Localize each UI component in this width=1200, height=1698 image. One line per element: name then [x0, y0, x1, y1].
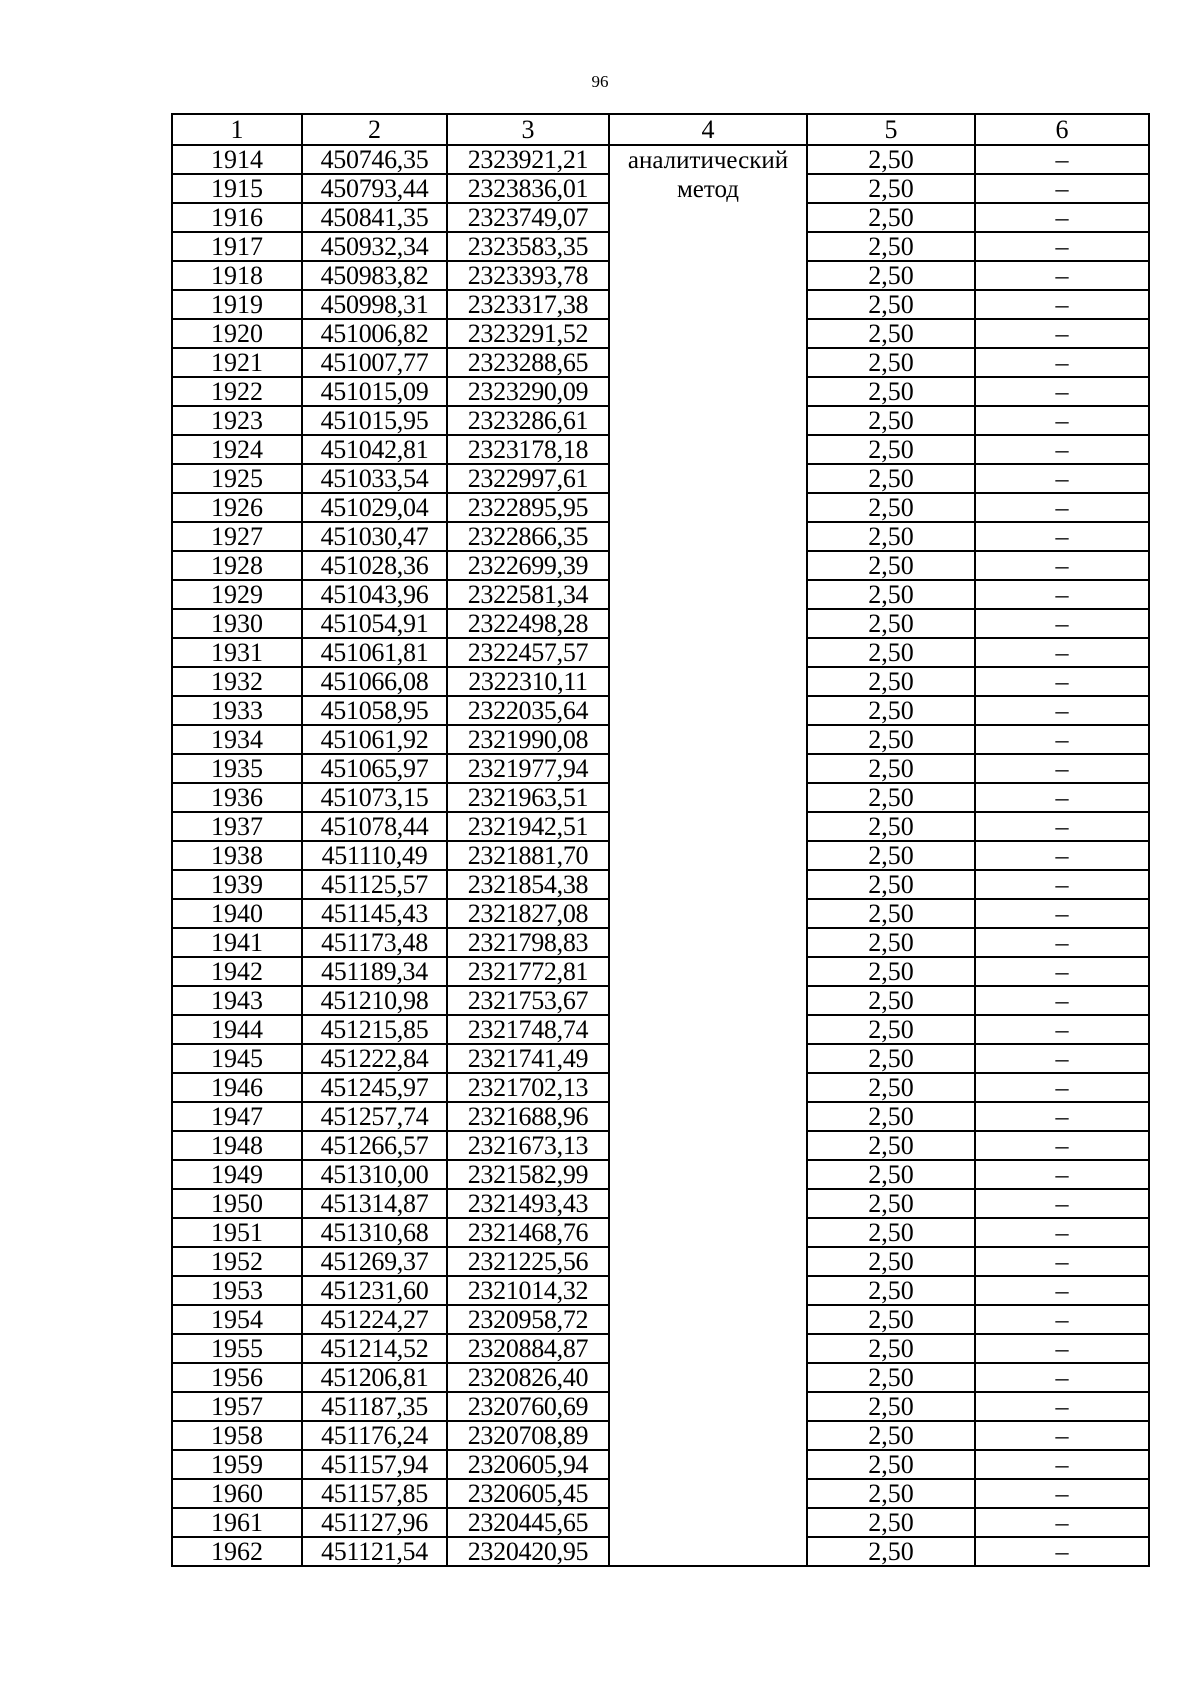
point-number-cell: 1958: [172, 1421, 302, 1450]
coordinates-table: [171, 113, 1150, 1567]
y-coordinate-cell: 2321753,67: [447, 986, 609, 1015]
x-coordinate-cell: 450841,35: [302, 203, 447, 232]
x-coordinate-cell: 450746,35: [302, 145, 447, 174]
y-coordinate-cell: 2321014,32: [447, 1276, 609, 1305]
error-value-cell: 2,50: [807, 290, 975, 319]
note-cell: –: [975, 1363, 1149, 1392]
header-cell-3: 3: [447, 114, 609, 145]
y-coordinate-cell: 2321942,51: [447, 812, 609, 841]
point-number-cell: 1952: [172, 1247, 302, 1276]
y-coordinate-cell: 2322310,11: [447, 667, 609, 696]
note-cell: –: [975, 1537, 1149, 1566]
y-coordinate-cell: 2322457,57: [447, 638, 609, 667]
y-coordinate-cell: 2320826,40: [447, 1363, 609, 1392]
point-number-cell: 1915: [172, 174, 302, 203]
point-number-cell: 1944: [172, 1015, 302, 1044]
note-cell: –: [975, 1044, 1149, 1073]
x-coordinate-cell: 451210,98: [302, 986, 447, 1015]
x-coordinate-cell: 451007,77: [302, 348, 447, 377]
x-coordinate-cell: 450998,31: [302, 290, 447, 319]
table-row: [172, 145, 1149, 174]
x-coordinate-cell: 451125,57: [302, 870, 447, 899]
error-value-cell: 2,50: [807, 754, 975, 783]
error-value-cell: 2,50: [807, 203, 975, 232]
error-value-cell: 2,50: [807, 609, 975, 638]
note-cell: –: [975, 174, 1149, 203]
note-cell: –: [975, 783, 1149, 812]
point-number-cell: 1927: [172, 522, 302, 551]
point-number-cell: 1935: [172, 754, 302, 783]
error-value-cell: 2,50: [807, 232, 975, 261]
point-number-cell: 1932: [172, 667, 302, 696]
error-value-cell: 2,50: [807, 1044, 975, 1073]
x-coordinate-cell: 451214,52: [302, 1334, 447, 1363]
error-value-cell: 2,50: [807, 667, 975, 696]
y-coordinate-cell: 2322699,39: [447, 551, 609, 580]
x-coordinate-cell: 451266,57: [302, 1131, 447, 1160]
note-cell: –: [975, 667, 1149, 696]
note-cell: –: [975, 232, 1149, 261]
x-coordinate-cell: 451245,97: [302, 1073, 447, 1102]
y-coordinate-cell: 2323291,52: [447, 319, 609, 348]
y-coordinate-cell: 2323317,38: [447, 290, 609, 319]
x-coordinate-cell: 451231,60: [302, 1276, 447, 1305]
note-cell: –: [975, 522, 1149, 551]
y-coordinate-cell: 2320958,72: [447, 1305, 609, 1334]
note-cell: –: [975, 1218, 1149, 1247]
header-cell-1: 1: [172, 114, 302, 145]
error-value-cell: 2,50: [807, 1189, 975, 1218]
note-cell: –: [975, 638, 1149, 667]
error-value-cell: 2,50: [807, 1160, 975, 1189]
table-header-row: [172, 114, 1149, 145]
error-value-cell: 2,50: [807, 725, 975, 754]
point-number-cell: 1920: [172, 319, 302, 348]
x-coordinate-cell: 450983,82: [302, 261, 447, 290]
note-cell: –: [975, 1160, 1149, 1189]
error-value-cell: 2,50: [807, 145, 975, 174]
table-body: [172, 145, 1149, 1566]
point-number-cell: 1921: [172, 348, 302, 377]
note-cell: –: [975, 290, 1149, 319]
note-cell: –: [975, 1189, 1149, 1218]
y-coordinate-cell: 2320445,65: [447, 1508, 609, 1537]
y-coordinate-cell: 2321854,38: [447, 870, 609, 899]
y-coordinate-cell: 2323286,61: [447, 406, 609, 435]
note-cell: –: [975, 1508, 1149, 1537]
x-coordinate-cell: 451189,34: [302, 957, 447, 986]
y-coordinate-cell: 2321963,51: [447, 783, 609, 812]
note-cell: –: [975, 377, 1149, 406]
y-coordinate-cell: 2321772,81: [447, 957, 609, 986]
y-coordinate-cell: 2321977,94: [447, 754, 609, 783]
x-coordinate-cell: 451224,27: [302, 1305, 447, 1334]
x-coordinate-cell: 450793,44: [302, 174, 447, 203]
point-number-cell: 1943: [172, 986, 302, 1015]
note-cell: –: [975, 435, 1149, 464]
x-coordinate-cell: 451173,48: [302, 928, 447, 957]
y-coordinate-cell: 2323583,35: [447, 232, 609, 261]
y-coordinate-cell: 2321673,13: [447, 1131, 609, 1160]
y-coordinate-cell: 2320884,87: [447, 1334, 609, 1363]
note-cell: –: [975, 493, 1149, 522]
error-value-cell: 2,50: [807, 522, 975, 551]
point-number-cell: 1939: [172, 870, 302, 899]
y-coordinate-cell: 2321741,49: [447, 1044, 609, 1073]
x-coordinate-cell: 451176,24: [302, 1421, 447, 1450]
point-number-cell: 1928: [172, 551, 302, 580]
x-coordinate-cell: 451215,85: [302, 1015, 447, 1044]
y-coordinate-cell: 2321493,43: [447, 1189, 609, 1218]
point-number-cell: 1934: [172, 725, 302, 754]
y-coordinate-cell: 2321798,83: [447, 928, 609, 957]
note-cell: –: [975, 696, 1149, 725]
header-cell-2: 2: [302, 114, 447, 145]
error-value-cell: 2,50: [807, 1015, 975, 1044]
x-coordinate-cell: 451042,81: [302, 435, 447, 464]
error-value-cell: 2,50: [807, 1305, 975, 1334]
point-number-cell: 1936: [172, 783, 302, 812]
point-number-cell: 1930: [172, 609, 302, 638]
y-coordinate-cell: 2320708,89: [447, 1421, 609, 1450]
y-coordinate-cell: 2323749,07: [447, 203, 609, 232]
point-number-cell: 1916: [172, 203, 302, 232]
point-number-cell: 1924: [172, 435, 302, 464]
point-number-cell: 1950: [172, 1189, 302, 1218]
error-value-cell: 2,50: [807, 319, 975, 348]
error-value-cell: 2,50: [807, 1363, 975, 1392]
note-cell: –: [975, 1450, 1149, 1479]
error-value-cell: 2,50: [807, 870, 975, 899]
point-number-cell: 1954: [172, 1305, 302, 1334]
note-cell: –: [975, 899, 1149, 928]
point-number-cell: 1957: [172, 1392, 302, 1421]
method-cell: [609, 145, 807, 1566]
y-coordinate-cell: 2321748,74: [447, 1015, 609, 1044]
y-coordinate-cell: 2322498,28: [447, 609, 609, 638]
x-coordinate-cell: 451058,95: [302, 696, 447, 725]
note-cell: –: [975, 870, 1149, 899]
x-coordinate-cell: 451030,47: [302, 522, 447, 551]
header-cell-4: 4: [609, 114, 807, 145]
x-coordinate-cell: 451310,68: [302, 1218, 447, 1247]
note-cell: –: [975, 928, 1149, 957]
note-cell: –: [975, 1276, 1149, 1305]
header-cell-6: 6: [975, 114, 1149, 145]
x-coordinate-cell: 451078,44: [302, 812, 447, 841]
x-coordinate-cell: 451028,36: [302, 551, 447, 580]
error-value-cell: 2,50: [807, 1131, 975, 1160]
error-value-cell: 2,50: [807, 1073, 975, 1102]
error-value-cell: 2,50: [807, 1479, 975, 1508]
error-value-cell: 2,50: [807, 696, 975, 725]
y-coordinate-cell: 2321702,13: [447, 1073, 609, 1102]
note-cell: –: [975, 1479, 1149, 1508]
note-cell: –: [975, 1392, 1149, 1421]
x-coordinate-cell: 451187,35: [302, 1392, 447, 1421]
x-coordinate-cell: 451015,09: [302, 377, 447, 406]
error-value-cell: 2,50: [807, 1450, 975, 1479]
error-value-cell: 2,50: [807, 493, 975, 522]
note-cell: –: [975, 957, 1149, 986]
error-value-cell: 2,50: [807, 812, 975, 841]
x-coordinate-cell: 451029,04: [302, 493, 447, 522]
error-value-cell: 2,50: [807, 1508, 975, 1537]
x-coordinate-cell: 451061,92: [302, 725, 447, 754]
point-number-cell: 1959: [172, 1450, 302, 1479]
error-value-cell: 2,50: [807, 957, 975, 986]
point-number-cell: 1931: [172, 638, 302, 667]
x-coordinate-cell: 451127,96: [302, 1508, 447, 1537]
x-coordinate-cell: 451257,74: [302, 1102, 447, 1131]
y-coordinate-cell: 2322581,34: [447, 580, 609, 609]
note-cell: –: [975, 580, 1149, 609]
x-coordinate-cell: 451222,84: [302, 1044, 447, 1073]
error-value-cell: 2,50: [807, 1334, 975, 1363]
point-number-cell: 1914: [172, 145, 302, 174]
x-coordinate-cell: 451157,94: [302, 1450, 447, 1479]
y-coordinate-cell: 2320605,94: [447, 1450, 609, 1479]
error-value-cell: 2,50: [807, 841, 975, 870]
note-cell: –: [975, 1421, 1149, 1450]
error-value-cell: 2,50: [807, 348, 975, 377]
note-cell: –: [975, 1247, 1149, 1276]
point-number-cell: 1925: [172, 464, 302, 493]
note-cell: –: [975, 609, 1149, 638]
y-coordinate-cell: 2322866,35: [447, 522, 609, 551]
y-coordinate-cell: 2322997,61: [447, 464, 609, 493]
point-number-cell: 1923: [172, 406, 302, 435]
y-coordinate-cell: 2320605,45: [447, 1479, 609, 1508]
point-number-cell: 1919: [172, 290, 302, 319]
note-cell: –: [975, 841, 1149, 870]
x-coordinate-cell: 451061,81: [302, 638, 447, 667]
point-number-cell: 1962: [172, 1537, 302, 1566]
y-coordinate-cell: 2323178,18: [447, 435, 609, 464]
point-number-cell: 1949: [172, 1160, 302, 1189]
y-coordinate-cell: 2321225,56: [447, 1247, 609, 1276]
point-number-cell: 1953: [172, 1276, 302, 1305]
y-coordinate-cell: 2321990,08: [447, 725, 609, 754]
note-cell: –: [975, 1334, 1149, 1363]
note-cell: –: [975, 986, 1149, 1015]
x-coordinate-cell: 451310,00: [302, 1160, 447, 1189]
y-coordinate-cell: 2323393,78: [447, 261, 609, 290]
y-coordinate-cell: 2323921,21: [447, 145, 609, 174]
point-number-cell: 1938: [172, 841, 302, 870]
x-coordinate-cell: 451121,54: [302, 1537, 447, 1566]
y-coordinate-cell: 2321688,96: [447, 1102, 609, 1131]
x-coordinate-cell: 451065,97: [302, 754, 447, 783]
x-coordinate-cell: 451073,15: [302, 783, 447, 812]
point-number-cell: 1948: [172, 1131, 302, 1160]
point-number-cell: 1933: [172, 696, 302, 725]
note-cell: –: [975, 1015, 1149, 1044]
x-coordinate-cell: 451015,95: [302, 406, 447, 435]
y-coordinate-cell: 2322035,64: [447, 696, 609, 725]
point-number-cell: 1922: [172, 377, 302, 406]
point-number-cell: 1918: [172, 261, 302, 290]
y-coordinate-cell: 2322895,95: [447, 493, 609, 522]
x-coordinate-cell: 451314,87: [302, 1189, 447, 1218]
point-number-cell: 1929: [172, 580, 302, 609]
note-cell: –: [975, 464, 1149, 493]
method-text-line: метод: [676, 176, 739, 203]
y-coordinate-cell: 2323288,65: [447, 348, 609, 377]
point-number-cell: 1956: [172, 1363, 302, 1392]
note-cell: –: [975, 261, 1149, 290]
y-coordinate-cell: 2321881,70: [447, 841, 609, 870]
x-coordinate-cell: 450932,34: [302, 232, 447, 261]
error-value-cell: 2,50: [807, 464, 975, 493]
x-coordinate-cell: 451157,85: [302, 1479, 447, 1508]
error-value-cell: 2,50: [807, 435, 975, 464]
error-value-cell: 2,50: [807, 580, 975, 609]
note-cell: –: [975, 348, 1149, 377]
error-value-cell: 2,50: [807, 899, 975, 928]
x-coordinate-cell: 451043,96: [302, 580, 447, 609]
x-coordinate-cell: 451033,54: [302, 464, 447, 493]
header-cell-5: 5: [807, 114, 975, 145]
point-number-cell: 1947: [172, 1102, 302, 1131]
point-number-cell: 1926: [172, 493, 302, 522]
error-value-cell: 2,50: [807, 261, 975, 290]
point-number-cell: 1951: [172, 1218, 302, 1247]
note-cell: –: [975, 551, 1149, 580]
note-cell: –: [975, 1305, 1149, 1334]
point-number-cell: 1961: [172, 1508, 302, 1537]
point-number-cell: 1945: [172, 1044, 302, 1073]
point-number-cell: 1946: [172, 1073, 302, 1102]
note-cell: –: [975, 725, 1149, 754]
error-value-cell: 2,50: [807, 406, 975, 435]
page-number: 96: [591, 72, 609, 91]
y-coordinate-cell: 2320760,69: [447, 1392, 609, 1421]
error-value-cell: 2,50: [807, 1247, 975, 1276]
y-coordinate-cell: 2321827,08: [447, 899, 609, 928]
x-coordinate-cell: 451054,91: [302, 609, 447, 638]
point-number-cell: 1960: [172, 1479, 302, 1508]
y-coordinate-cell: 2321468,76: [447, 1218, 609, 1247]
point-number-cell: 1941: [172, 928, 302, 957]
x-coordinate-cell: 451269,37: [302, 1247, 447, 1276]
point-number-cell: 1955: [172, 1334, 302, 1363]
point-number-cell: 1942: [172, 957, 302, 986]
error-value-cell: 2,50: [807, 1218, 975, 1247]
y-coordinate-cell: 2323290,09: [447, 377, 609, 406]
x-coordinate-cell: 451206,81: [302, 1363, 447, 1392]
note-cell: –: [975, 406, 1149, 435]
y-coordinate-cell: 2323836,01: [447, 174, 609, 203]
note-cell: –: [975, 1131, 1149, 1160]
x-coordinate-cell: 451066,08: [302, 667, 447, 696]
x-coordinate-cell: 451145,43: [302, 899, 447, 928]
y-coordinate-cell: 2320420,95: [447, 1537, 609, 1566]
error-value-cell: 2,50: [807, 783, 975, 812]
error-value-cell: 2,50: [807, 377, 975, 406]
note-cell: –: [975, 203, 1149, 232]
x-coordinate-cell: 451110,49: [302, 841, 447, 870]
error-value-cell: 2,50: [807, 638, 975, 667]
error-value-cell: 2,50: [807, 1102, 975, 1131]
note-cell: –: [975, 145, 1149, 174]
note-cell: –: [975, 319, 1149, 348]
error-value-cell: 2,50: [807, 1392, 975, 1421]
error-value-cell: 2,50: [807, 928, 975, 957]
error-value-cell: 2,50: [807, 1421, 975, 1450]
y-coordinate-cell: 2321582,99: [447, 1160, 609, 1189]
error-value-cell: 2,50: [807, 1537, 975, 1566]
error-value-cell: 2,50: [807, 1276, 975, 1305]
point-number-cell: 1917: [172, 232, 302, 261]
note-cell: –: [975, 812, 1149, 841]
note-cell: –: [975, 754, 1149, 783]
note-cell: –: [975, 1102, 1149, 1131]
point-number-cell: 1940: [172, 899, 302, 928]
error-value-cell: 2,50: [807, 551, 975, 580]
x-coordinate-cell: 451006,82: [302, 319, 447, 348]
method-text-line: аналитический: [627, 147, 789, 174]
error-value-cell: 2,50: [807, 174, 975, 203]
note-cell: –: [975, 1073, 1149, 1102]
error-value-cell: 2,50: [807, 986, 975, 1015]
point-number-cell: 1937: [172, 812, 302, 841]
